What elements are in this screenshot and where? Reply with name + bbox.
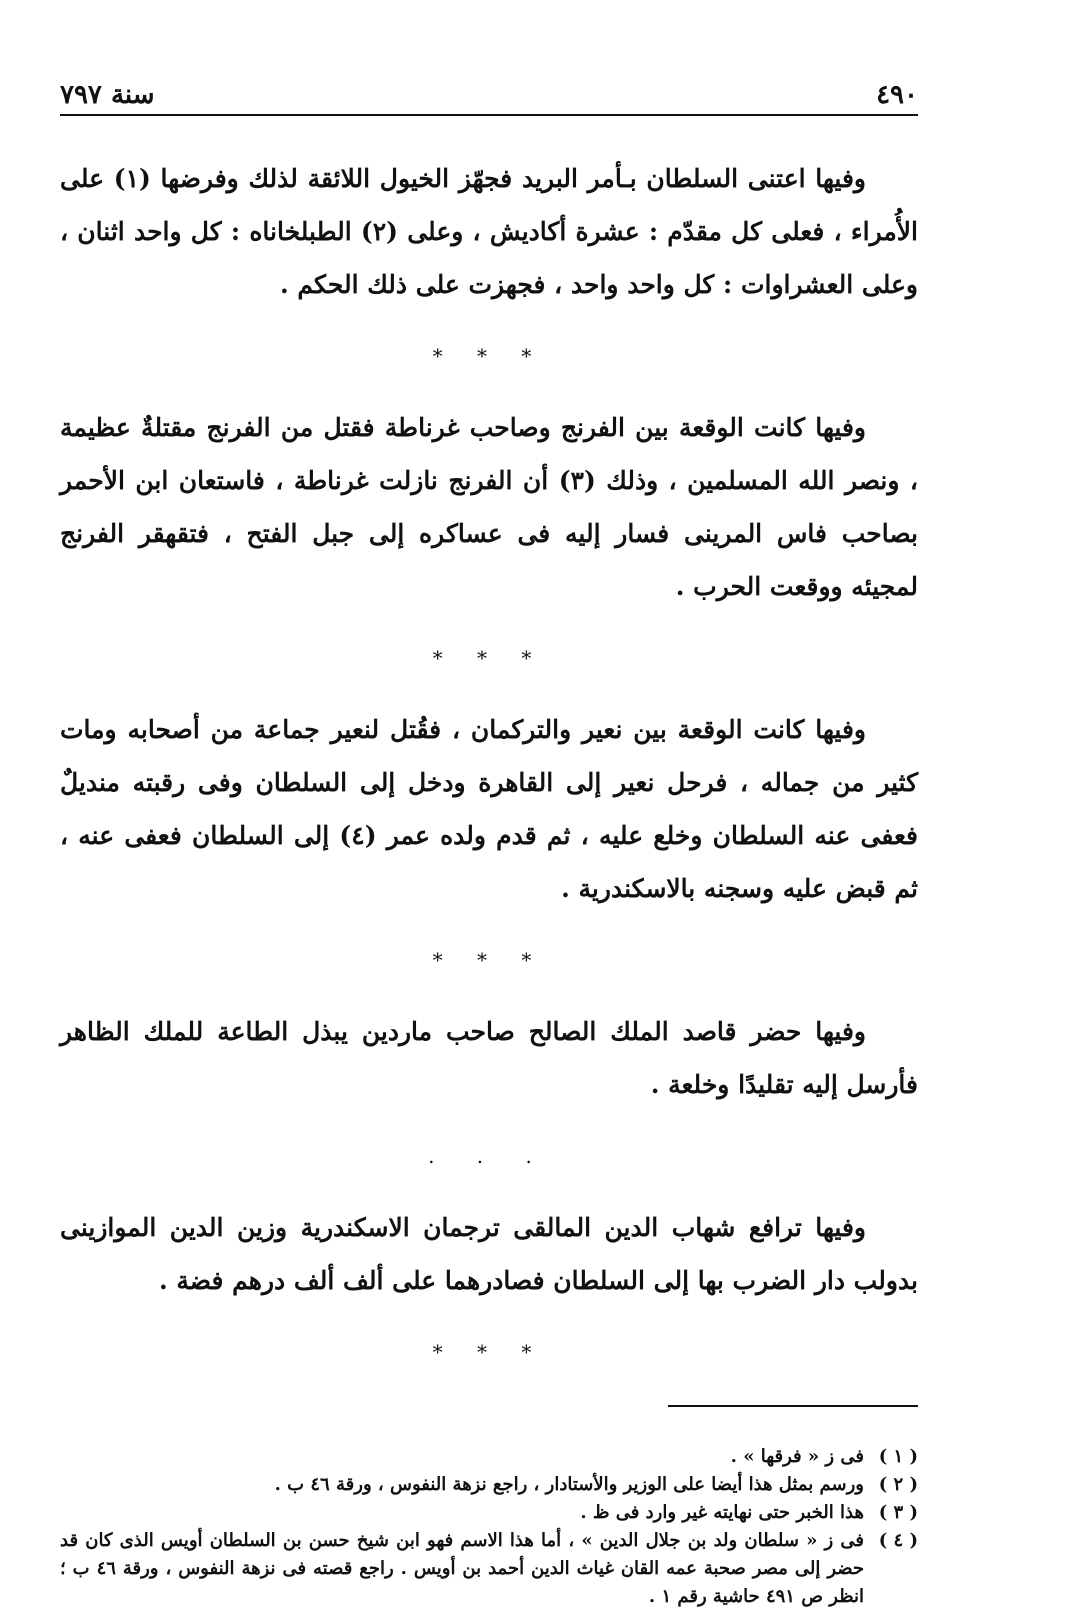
footnote-item bbox=[60, 1527, 918, 1611]
paragraph-mardin-envoy: وفيها حضر قاصد الملك الصالح صاحب ماردين يبذل الطاعة للملك الظاهر فأرسل إليه تقليدًا وخلعة . bbox=[60, 1017, 918, 1099]
running-header bbox=[60, 74, 918, 116]
footnote-marker: ( ٤ ) bbox=[878, 1530, 918, 1551]
footnote-marker: ( ٣ ) bbox=[878, 1502, 918, 1523]
footnote-item bbox=[60, 1443, 918, 1471]
footnote-divider bbox=[668, 1405, 918, 1407]
paragraph-post-horses: وفيها اعتنى السلطان بـأمر البريد فجهّز الخيول اللائقة لذلك وفرضها (١) على الأُمراء ، فعلى كل مقدّم : عشرة أكاديش ، وعلى (٢) الطبلخاناه : كل واحد اثنان ، وعلى العشراوات : كل واحد واحد ، فجهزت على ذلك الحكم . bbox=[60, 164, 918, 299]
paragraph-mint-dispute: وفيها ترافع شهاب الدين المالقى ترجمان الاسكندرية وزين الدين الموازينى بدولب دار الضرب بها إلى السلطان فصادرهما على ألف ألف درهم فضة . bbox=[60, 1213, 918, 1295]
section-separator: * * * bbox=[432, 344, 546, 368]
page-number: ٤٩٠ bbox=[876, 80, 918, 110]
section-separator: * * * bbox=[432, 646, 546, 670]
year-header: سنة ٧٩٧ bbox=[60, 80, 155, 110]
footnotes bbox=[60, 1443, 918, 1611]
footnote-text: هذا الخبر حتى نهايته غير وارد فى ظ . bbox=[580, 1502, 864, 1523]
section-separator: * * * bbox=[432, 1340, 546, 1364]
footnote-text: ورسم بمثل هذا أيضا على الوزير والأستادار ، راجع نزهة النفوس ، ورقة ٤٦ ب . bbox=[274, 1474, 864, 1495]
paragraph-nuayr-turkmen: وفيها كانت الوقعة بين نعير والتركمان ، فقُتل لنعير جماعة من أصحابه ومات كثير من جماله ، فرحل نعير إلى القاهرة ودخل إلى السلطان وفى رقبته منديلٌ فعفى عنه السلطان وخلع عليه ، ثم قدم ولده عمر (٤) إلى السلطان فعفى عنه ، ثم قبض عليه وسجنه بالاسكندرية . bbox=[60, 715, 918, 903]
footnote-item bbox=[60, 1499, 918, 1527]
section-separator: . . . bbox=[428, 1144, 550, 1168]
section-separator: * * * bbox=[432, 948, 546, 972]
footnote-marker: ( ٢ ) bbox=[878, 1474, 918, 1495]
paragraph-granada-battle: وفيها كانت الوقعة بين الفرنج وصاحب غرناطة فقتل من الفرنج مقتلةٌ عظيمة ، ونصر الله المسلمين ، وذلك (٣) أن الفرنج نازلت غرناطة ، فاستعان ابن الأحمر بصاحب فاس المرينى فسار إليه فى عساكره إلى جبل الفتح ، فتقهقر الفرنج لمجيئه ووقعت الحرب . bbox=[60, 413, 918, 601]
footnote-marker: ( ١ ) bbox=[878, 1446, 918, 1467]
footnote-text: فى ز « سلطان ولد بن جلال الدين » ، أما هذا الاسم فهو ابن شيخ حسن بن السلطان أويس الذى كان قد حضر إلى مصر صحبة عمه القان غياث الدين أحمد بن أويس . راجع قصته فى نزهة النفوس ، ورقة ٤٦ ب ؛ انظر ص ٤٩١ حاشية رقم ١ . bbox=[60, 1530, 864, 1607]
main-text bbox=[60, 152, 918, 1387]
footnote-text: فى ز « فرقها » . bbox=[730, 1446, 864, 1467]
book-page bbox=[60, 74, 918, 1607]
footnote-item bbox=[60, 1471, 918, 1499]
